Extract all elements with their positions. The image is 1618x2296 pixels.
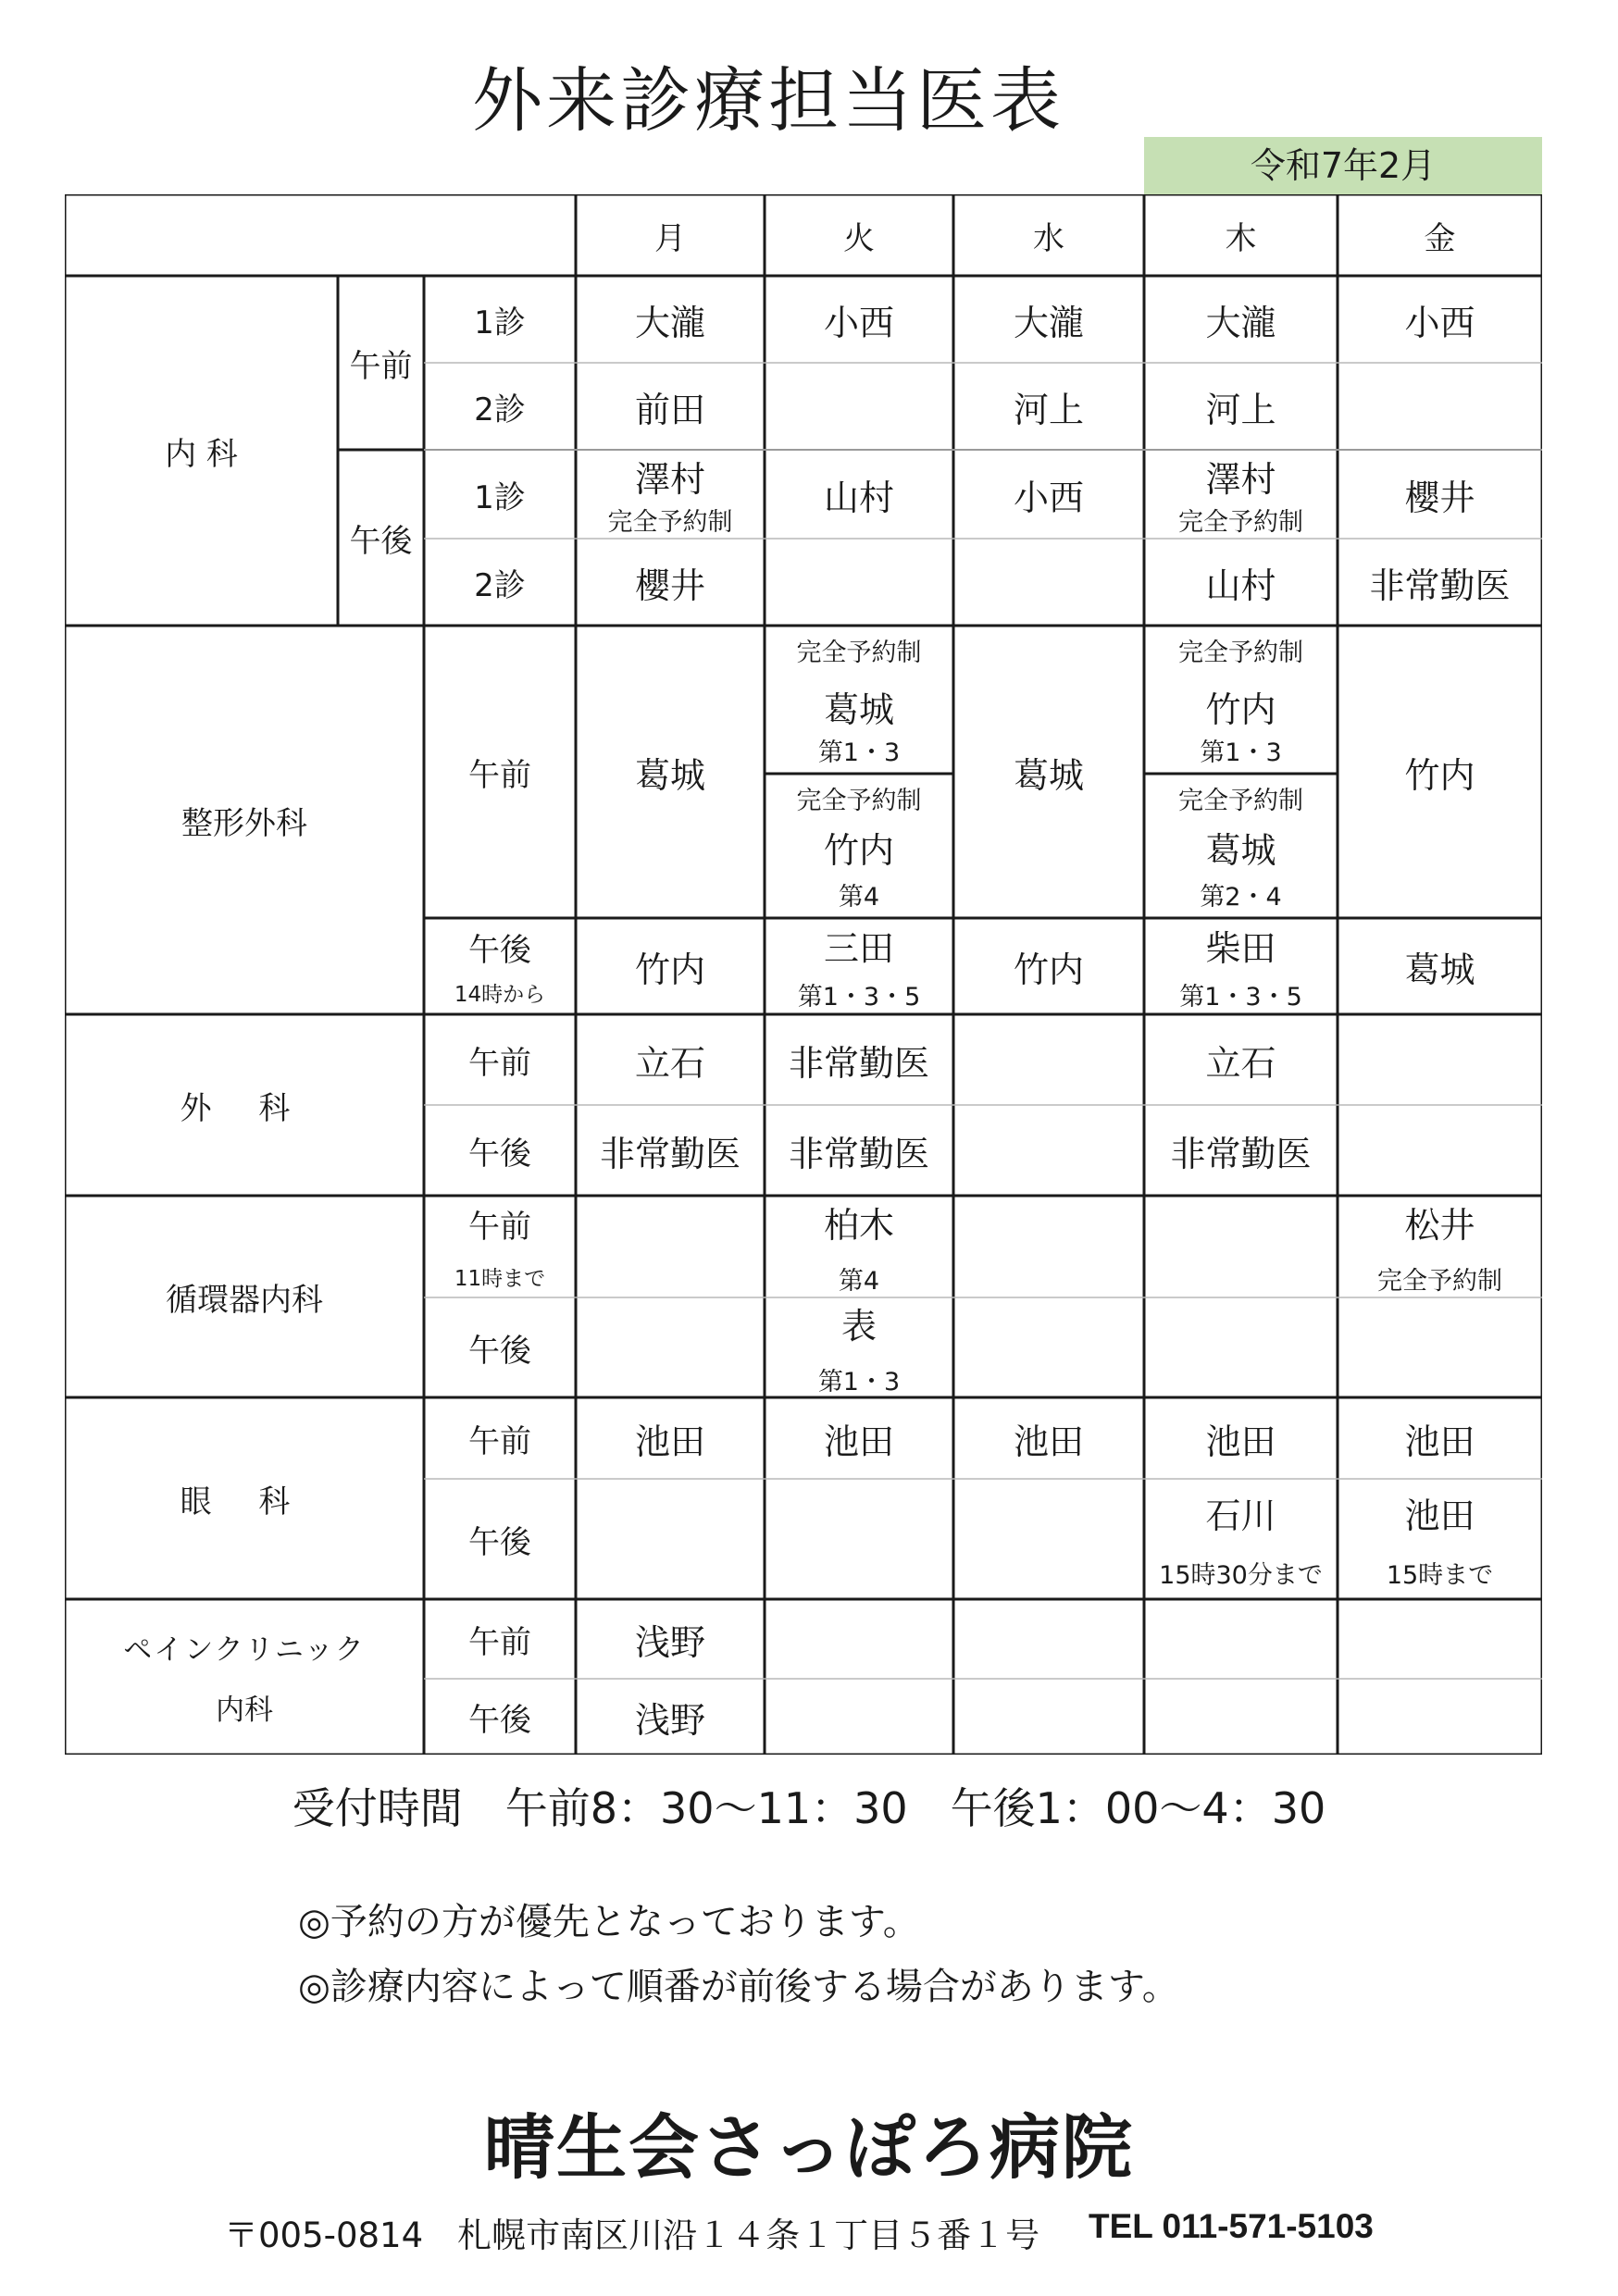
doctor-name: 立石 — [1205, 1042, 1276, 1084]
cell-text: 金 — [1424, 219, 1456, 257]
cell-text: 内科 — [216, 1694, 273, 1727]
surgery-am-day-fri — [1338, 1014, 1542, 1105]
ortho-pm-day-fri — [1338, 918, 1542, 1014]
doctor-name: 河上 — [1205, 389, 1276, 430]
week-note: 第4 — [838, 1267, 880, 1296]
doctor-name: 浅野 — [634, 1621, 705, 1663]
doctor-name: 河上 — [1013, 389, 1084, 430]
pain-am-day-wed — [953, 1599, 1144, 1679]
schedule-table — [65, 194, 1542, 1755]
eye-pm-label — [424, 1479, 576, 1599]
cardio-am-label — [424, 1196, 576, 1297]
doctor-name: 池田 — [1205, 1421, 1276, 1462]
dept-ortho — [65, 626, 424, 1014]
surgery-am-day-tue — [765, 1014, 953, 1105]
ortho-pm-day-thu — [1144, 918, 1338, 1014]
pain-am-day-mon — [576, 1599, 765, 1679]
doctor-name: 竹内 — [1013, 949, 1084, 990]
cell-text: 午前 — [468, 1209, 531, 1246]
dept-cardio — [65, 1196, 424, 1397]
hospital-address: 〒005-0814 札幌市南区川沿１４条１丁目５番１号 — [224, 2215, 1040, 2255]
dept-surgery — [65, 1014, 424, 1196]
booking-note: 完全予約制 — [1178, 786, 1303, 815]
doctor-name: 葛城 — [823, 689, 894, 730]
cell-text: 午前 — [468, 1623, 531, 1661]
day-thu-header — [1144, 194, 1338, 276]
pain-am-label — [424, 1599, 576, 1679]
doctor-name: 竹内 — [1404, 754, 1475, 796]
cardio-pm-label — [424, 1297, 576, 1397]
week-note: 第1・3 — [817, 1368, 901, 1396]
page-title: 外来診療担当医表 — [472, 59, 1064, 142]
ortho-am-thu-bottom — [1144, 774, 1338, 918]
ortho-pm-day-mon — [576, 918, 765, 1014]
pain-pm-day-tue — [765, 1679, 953, 1755]
cell-text: 月 — [654, 219, 686, 257]
eye-am-day-mon — [576, 1397, 765, 1479]
surgery-pm-day-mon — [576, 1105, 765, 1196]
doctor-name: 非常勤医 — [1170, 1133, 1312, 1174]
eye-pm-day-thu — [1144, 1479, 1338, 1599]
doctor-name: 非常勤医 — [788, 1042, 929, 1084]
doctor-name: 竹内 — [634, 949, 705, 990]
doctor-name: 葛城 — [1404, 949, 1475, 990]
pain-pm-day-wed — [953, 1679, 1144, 1755]
cell-text: 木 — [1225, 219, 1257, 257]
ortho-am-mon — [576, 626, 765, 918]
internal-slot-label — [424, 539, 576, 626]
day-mon-header — [576, 194, 765, 276]
doctor-name: 小西 — [1404, 302, 1475, 343]
dept-internal — [65, 276, 338, 626]
cell-text: 11時まで — [454, 1267, 546, 1291]
cell-text: 午前 — [468, 1044, 531, 1082]
booking-note: 完全予約制 — [1377, 1267, 1502, 1296]
doctor-name: 表 — [840, 1306, 877, 1347]
cardio-pm-tue — [765, 1297, 953, 1397]
doctor-name: 櫻井 — [1404, 477, 1475, 518]
internal-am1-day-thu — [1144, 276, 1338, 363]
cell-text: 眼 科 — [180, 1483, 309, 1520]
pain-pm-day-thu — [1144, 1679, 1338, 1755]
ortho-pm-day-wed — [953, 918, 1144, 1014]
cell-text: 2診 — [474, 566, 526, 604]
doctor-name: 非常勤医 — [599, 1133, 741, 1174]
internal-pm2-day-fri — [1338, 539, 1542, 626]
eye-pm-day-tue — [765, 1479, 953, 1599]
internal-pm1-day-mon — [576, 450, 765, 539]
doctor-name: 前田 — [634, 389, 705, 430]
doctor-name: 非常勤医 — [788, 1133, 929, 1174]
internal-slot-label — [424, 450, 576, 539]
cell-text: 循環器内科 — [166, 1281, 323, 1319]
eye-pm-day-wed — [953, 1479, 1144, 1599]
ortho-am-fri — [1338, 626, 1542, 918]
surgery-am-day-wed — [953, 1014, 1144, 1105]
time-note: 15時まで — [1386, 1561, 1494, 1590]
doctor-name: 大瀧 — [1013, 302, 1084, 343]
doctor-name: 山村 — [823, 477, 894, 518]
doctor-name: 大瀧 — [1205, 302, 1276, 343]
pain-am-day-thu — [1144, 1599, 1338, 1679]
doctor-name: 柴田 — [1205, 928, 1276, 969]
surgery-pm-day-fri — [1338, 1105, 1542, 1196]
cell-text: 整形外科 — [181, 804, 307, 842]
doctor-name: 櫻井 — [634, 565, 705, 606]
note-item: ◎予約の方が優先となっております。 — [298, 1901, 920, 1943]
doctor-name: 柏木 — [823, 1205, 894, 1246]
internal-pm2-day-mon — [576, 539, 765, 626]
cell-text: 午後 — [468, 1701, 531, 1739]
week-note: 第4 — [838, 882, 880, 912]
doctor-name: 池田 — [1013, 1421, 1084, 1462]
cardio-am-fri — [1338, 1196, 1542, 1297]
ortho-pm-label — [424, 918, 576, 1014]
ortho-am-tue-top — [765, 626, 953, 774]
doctor-name: 小西 — [823, 302, 894, 343]
cell-text: 外 科 — [180, 1089, 309, 1127]
cell-text: 午前 — [468, 1422, 531, 1460]
day-wed-header — [953, 194, 1144, 276]
doctor-name: 葛城 — [1205, 829, 1276, 871]
doctor-name: 池田 — [1404, 1421, 1475, 1462]
surgery-am-day-mon — [576, 1014, 765, 1105]
day-fri-header — [1338, 194, 1542, 276]
eye-am-day-wed — [953, 1397, 1144, 1479]
internal-am-label — [338, 276, 424, 450]
pain-am-day-fri — [1338, 1599, 1542, 1679]
doctor-name: 小西 — [1013, 477, 1084, 518]
ortho-am-thu-top — [1144, 626, 1338, 774]
doctor-name: 非常勤医 — [1369, 565, 1511, 606]
cell-text: 午後 — [468, 1332, 531, 1370]
cardio-am-tue — [765, 1196, 953, 1297]
eye-am-day-tue — [765, 1397, 953, 1479]
cell-text: 午後 — [349, 522, 413, 560]
internal-pm2-day-wed — [953, 539, 1144, 626]
ortho-am-tue-bottom — [765, 774, 953, 918]
internal-am2-day-mon — [576, 363, 765, 450]
doctor-name: 池田 — [634, 1421, 705, 1462]
cell-text: 2診 — [474, 391, 526, 428]
internal-pm1-day-tue — [765, 450, 953, 539]
doctor-name: 浅野 — [634, 1699, 705, 1741]
doctor-name: 竹内 — [823, 829, 894, 871]
doctor-name: 池田 — [823, 1421, 894, 1462]
surgery-am-day-thu — [1144, 1014, 1338, 1105]
internal-pm-label — [338, 450, 424, 626]
doctor-name: 葛城 — [1013, 754, 1084, 796]
internal-pm2-day-thu — [1144, 539, 1338, 626]
week-note: 第1・3・5 — [1179, 983, 1302, 1011]
booking-note: 完全予約制 — [1178, 508, 1303, 537]
internal-am2-day-fri — [1338, 363, 1542, 450]
week-note: 第1・3・5 — [797, 983, 921, 1011]
internal-am2-day-wed — [953, 363, 1144, 450]
surgery-pm-day-thu — [1144, 1105, 1338, 1196]
cell-text: 1診 — [474, 478, 526, 516]
eye-am-day-fri — [1338, 1397, 1542, 1479]
internal-am2-day-thu — [1144, 363, 1338, 450]
cell-text: ペインクリニック — [123, 1633, 366, 1667]
internal-am2-day-tue — [765, 363, 953, 450]
internal-am1-day-wed — [953, 276, 1144, 363]
cell-text: 午前 — [468, 756, 531, 794]
booking-note: 完全予約制 — [607, 508, 733, 537]
internal-slot-label — [424, 276, 576, 363]
cell-text: 午後 — [468, 1135, 531, 1173]
doctor-name: 松井 — [1404, 1205, 1475, 1246]
doctor-name: 大瀧 — [634, 302, 705, 343]
doctor-name: 立石 — [634, 1042, 705, 1084]
dept-eye — [65, 1397, 424, 1599]
surgery-pm-label — [424, 1105, 576, 1196]
hospital-tel: TEL 011-571-5103 — [1089, 2207, 1374, 2245]
internal-pm1-day-thu — [1144, 450, 1338, 539]
internal-am1-day-tue — [765, 276, 953, 363]
internal-am1-day-fri — [1338, 276, 1542, 363]
eye-am-label — [424, 1397, 576, 1479]
doctor-name: 石川 — [1205, 1496, 1276, 1536]
week-note: 第1・3 — [817, 738, 901, 767]
day-tue-header — [765, 194, 953, 276]
reception-hours: 受付時間 午前8：30〜11：30 午後1：00〜4：30 — [292, 1783, 1326, 1833]
booking-note: 完全予約制 — [1178, 638, 1303, 667]
doctor-name: 山村 — [1205, 565, 1276, 606]
time-note: 15時30分まで — [1159, 1561, 1323, 1590]
internal-pm2-day-tue — [765, 539, 953, 626]
ortho-am-wed — [953, 626, 1144, 918]
internal-pm1-day-fri — [1338, 450, 1542, 539]
cell-text: 午前 — [349, 347, 413, 385]
booking-note: 完全予約制 — [796, 786, 922, 815]
doctor-name: 竹内 — [1205, 689, 1276, 730]
internal-slot-label — [424, 363, 576, 450]
doctor-name: 澤村 — [1205, 459, 1276, 500]
eye-pm-day-mon — [576, 1479, 765, 1599]
pain-pm-day-mon — [576, 1679, 765, 1755]
cell-text: 水 — [1033, 219, 1064, 257]
pain-pm-day-fri — [1338, 1679, 1542, 1755]
internal-pm1-day-wed — [953, 450, 1144, 539]
cell-text: 午後 — [468, 932, 531, 969]
surgery-am-label — [424, 1014, 576, 1105]
week-note: 第1・3 — [1200, 738, 1282, 767]
note-item: ◎診療内容によって順番が前後する場合があります。 — [298, 1966, 1179, 2008]
cell-text: 午後 — [468, 1523, 531, 1561]
cell-text: 1診 — [474, 304, 526, 341]
dept-pain — [65, 1599, 424, 1755]
surgery-pm-day-tue — [765, 1105, 953, 1196]
cell-text: 14時から — [454, 983, 546, 1007]
eye-am-day-thu — [1144, 1397, 1338, 1479]
surgery-pm-day-wed — [953, 1105, 1144, 1196]
cell-text: 内 科 — [165, 435, 238, 473]
doctor-name: 三田 — [823, 928, 894, 969]
doctor-name: 池田 — [1404, 1496, 1475, 1536]
pain-pm-label — [424, 1679, 576, 1755]
doctor-name: 葛城 — [634, 754, 705, 796]
booking-note: 完全予約制 — [796, 638, 922, 667]
cell-text: 火 — [843, 219, 875, 257]
eye-pm-day-fri — [1338, 1479, 1542, 1599]
hospital-name: 晴生会さっぽろ病院 — [484, 2106, 1134, 2189]
ortho-am-label — [424, 626, 576, 918]
ortho-pm-day-tue — [765, 918, 953, 1014]
notes-list — [298, 1890, 1179, 2019]
internal-am1-day-mon — [576, 276, 765, 363]
doctor-name: 澤村 — [634, 459, 705, 500]
week-note: 第2・4 — [1200, 882, 1282, 912]
pain-am-day-tue — [765, 1599, 953, 1679]
date-badge: 令和7年2月 — [1144, 137, 1542, 194]
